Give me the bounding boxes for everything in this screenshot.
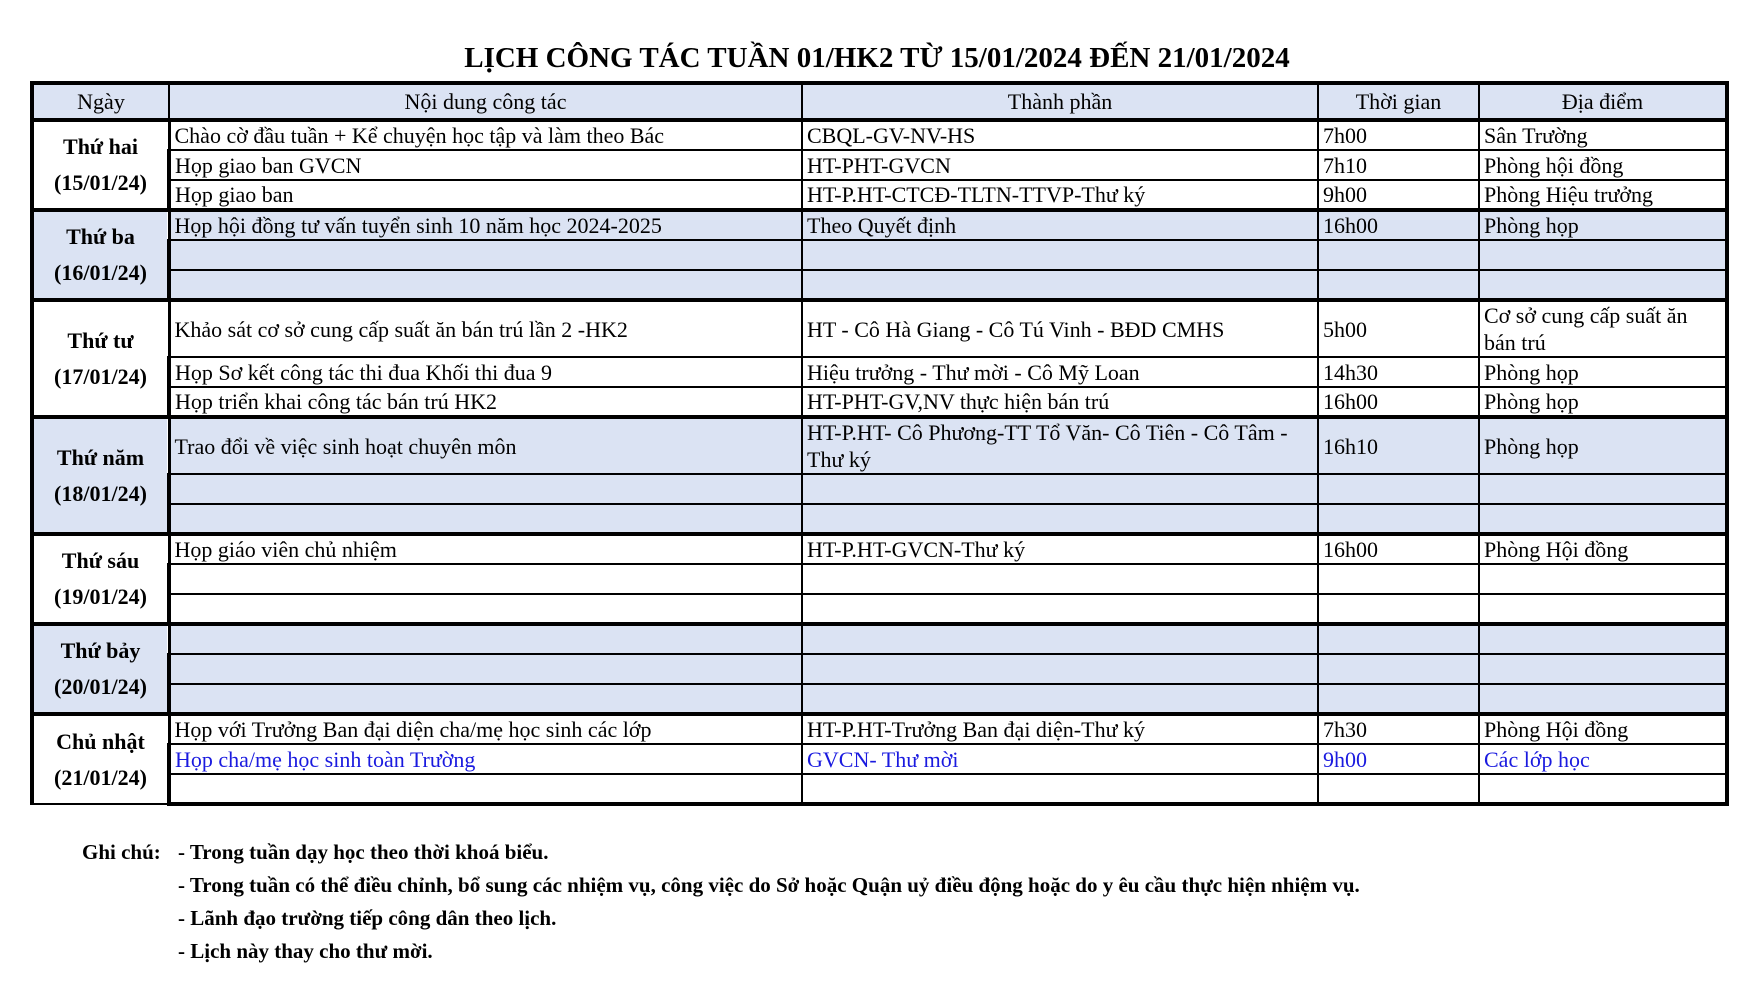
members-cell: HT-PHT-GVCN [802, 150, 1318, 180]
content-cell: Họp giao ban [169, 180, 802, 210]
table-row [32, 387, 1727, 417]
col-header-members: Thành phần [802, 83, 1318, 120]
place-cell [1479, 564, 1727, 594]
day-cell [32, 534, 169, 624]
table-row [32, 684, 1727, 714]
place-cell [1479, 684, 1727, 714]
members-cell [802, 774, 1318, 804]
content-cell [169, 774, 802, 804]
notes-list [178, 836, 1578, 968]
table-row [32, 270, 1727, 300]
members-cell: HT - Cô Hà Giang - Cô Tú Vinh - BĐD CMHS [802, 300, 1318, 357]
members-cell: HT-P.HT-GVCN-Thư ký [802, 534, 1318, 564]
time-cell: 16h00 [1318, 210, 1479, 240]
time-cell [1318, 270, 1479, 300]
time-cell [1318, 624, 1479, 654]
time-cell [1318, 474, 1479, 504]
table-row [32, 210, 1727, 240]
time-cell [1318, 774, 1479, 804]
table-row [32, 357, 1727, 387]
time-cell [1318, 654, 1479, 684]
content-cell [169, 684, 802, 714]
members-cell: CBQL-GV-NV-HS [802, 120, 1318, 150]
time-cell [1318, 684, 1479, 714]
content-cell [169, 624, 802, 654]
day-date: (17/01/24) [54, 363, 147, 389]
day-name: Chủ nhật [56, 728, 145, 754]
place-cell [1479, 594, 1727, 624]
time-cell: 9h00 [1318, 180, 1479, 210]
content-cell: Trao đổi về việc sinh hoạt chuyên môn [169, 417, 802, 474]
members-cell: HT-P.HT-Trưởng Ban đại diện-Thư ký [802, 714, 1318, 744]
day-date: (15/01/24) [54, 170, 147, 195]
time-cell: 14h30 [1318, 357, 1479, 387]
table-row [32, 120, 1727, 150]
content-cell: Họp với Trưởng Ban đại diện cha/mẹ học sinh các lớp [169, 714, 802, 744]
day-name: Thứ ba [66, 224, 135, 249]
time-cell: 16h10 [1318, 417, 1479, 474]
note-item: - Lịch này thay cho thư mời. [178, 939, 433, 963]
members-cell: HT-PHT-GV,NV thực hiện bán trú [802, 387, 1318, 417]
content-cell [169, 504, 802, 534]
table-row [32, 654, 1727, 684]
content-cell [169, 474, 802, 504]
content-cell: Họp triển khai công tác bán trú HK2 [169, 387, 802, 417]
page-title: LỊCH CÔNG TÁC TUẦN 01/HK2 TỪ 15/01/2024 ĐẾN 21/01/2024 [464, 42, 1290, 74]
content-cell [169, 654, 802, 684]
content-cell: Khảo sát cơ sở cung cấp suất ăn bán trú lần 2 -HK2 [169, 300, 802, 357]
members-cell: Theo Quyết định [802, 210, 1318, 240]
members-cell [802, 594, 1318, 624]
table-row [32, 714, 1727, 744]
time-cell [1318, 564, 1479, 594]
members-cell: GVCN- Thư mời [802, 744, 1318, 774]
place-cell: Phòng họp [1479, 387, 1727, 417]
day-date: (21/01/24) [54, 764, 147, 790]
place-cell: Phòng Hội đồng [1479, 714, 1727, 744]
place-cell: Phòng họp [1479, 210, 1727, 240]
content-cell: Họp Sơ kết công tác thi đua Khối thi đua 9 [169, 357, 802, 387]
place-cell: Sân Trường [1479, 120, 1727, 150]
time-cell [1318, 594, 1479, 624]
day-cell [32, 120, 169, 210]
table-row [32, 594, 1727, 624]
note-item: - Lãnh đạo trường tiếp công dân theo lịch. [178, 906, 557, 930]
place-cell [1479, 504, 1727, 534]
place-cell [1479, 774, 1727, 804]
members-cell: HT-P.HT- Cô Phương-TT Tổ Văn- Cô Tiên - Cô Tâm - Thư ký [802, 417, 1318, 474]
table-row [32, 240, 1727, 270]
time-cell [1318, 504, 1479, 534]
content-cell: Chào cờ đầu tuần + Kể chuyện học tập và làm theo Bác [169, 120, 802, 150]
members-cell [802, 624, 1318, 654]
col-header-day: Ngày [32, 83, 169, 120]
time-cell [1318, 240, 1479, 270]
day-date: (18/01/24) [54, 480, 147, 506]
day-cell [32, 210, 169, 300]
time-cell: 9h00 [1318, 744, 1479, 774]
header-row [32, 83, 1727, 120]
place-cell [1479, 270, 1727, 300]
table-row [32, 534, 1727, 564]
place-cell [1479, 654, 1727, 684]
day-name: Thứ hai [63, 134, 138, 159]
day-cell [32, 714, 169, 804]
day-cell [32, 624, 169, 714]
place-cell [1479, 240, 1727, 270]
table-row [32, 300, 1727, 357]
time-cell: 7h00 [1318, 120, 1479, 150]
content-cell [169, 564, 802, 594]
place-cell [1479, 474, 1727, 504]
table-row [32, 774, 1727, 804]
notes-label: Ghi chú: [82, 840, 161, 864]
day-date: (20/01/24) [54, 674, 147, 699]
table-row [32, 624, 1727, 654]
time-cell: 16h00 [1318, 534, 1479, 564]
members-cell [802, 654, 1318, 684]
table-row [32, 564, 1727, 594]
place-cell: Phòng hội đồng [1479, 150, 1727, 180]
members-cell [802, 564, 1318, 594]
content-cell [169, 594, 802, 624]
members-cell [802, 504, 1318, 534]
col-header-time: Thời gian [1318, 83, 1479, 120]
table-row [32, 150, 1727, 180]
time-cell: 7h10 [1318, 150, 1479, 180]
place-cell: Phòng họp [1479, 357, 1727, 387]
time-cell: 7h30 [1318, 714, 1479, 744]
day-name: Thứ năm [56, 444, 145, 470]
content-cell: Họp cha/mẹ học sinh toàn Trường [169, 744, 802, 774]
members-cell: HT-P.HT-CTCĐ-TLTN-TTVP-Thư ký [802, 180, 1318, 210]
day-cell [32, 300, 169, 417]
place-cell: Phòng Hiệu trưởng [1479, 180, 1727, 210]
table-row [32, 504, 1727, 534]
place-cell [1479, 624, 1727, 654]
place-cell: Cơ sở cung cấp suất ăn bán trú [1479, 300, 1727, 357]
members-cell [802, 240, 1318, 270]
content-cell: Họp giao ban GVCN [169, 150, 802, 180]
day-cell [32, 417, 169, 534]
note-item: - Trong tuần có thể điều chỉnh, bổ sung các nhiệm vụ, công việc do Sở hoặc Quận uỷ điều động hoặc do y êu cầu thực hiện nhiệm vụ. [178, 873, 1360, 897]
content-cell: Họp giáo viên chủ nhiệm [169, 534, 802, 564]
time-cell: 16h00 [1318, 387, 1479, 417]
day-name: Thứ sáu [61, 548, 140, 573]
day-date: (19/01/24) [54, 584, 147, 609]
schedule-table [30, 81, 1729, 806]
col-header-content: Nội dung công tác [169, 83, 802, 120]
place-cell: Các lớp học [1479, 744, 1727, 774]
table-row [32, 417, 1727, 474]
day-date: (16/01/24) [54, 260, 147, 285]
content-cell: Họp hội đồng tư vấn tuyển sinh 10 năm học 2024-2025 [169, 210, 802, 240]
members-cell [802, 270, 1318, 300]
day-name: Thứ bảy [60, 638, 141, 663]
time-cell: 5h00 [1318, 300, 1479, 357]
content-cell [169, 240, 802, 270]
members-cell [802, 684, 1318, 714]
content-cell [169, 270, 802, 300]
day-name: Thứ tư [67, 327, 134, 353]
place-cell: Phòng họp [1479, 417, 1727, 474]
table-row [32, 474, 1727, 504]
note-item: - Trong tuần dạy học theo thời khoá biểu. [178, 840, 549, 864]
members-cell [802, 474, 1318, 504]
table-row [32, 744, 1727, 774]
place-cell: Phòng Hội đồng [1479, 534, 1727, 564]
col-header-place: Địa điểm [1479, 83, 1727, 120]
table-row [32, 180, 1727, 210]
members-cell: Hiệu trưởng - Thư mời - Cô Mỹ Loan [802, 357, 1318, 387]
